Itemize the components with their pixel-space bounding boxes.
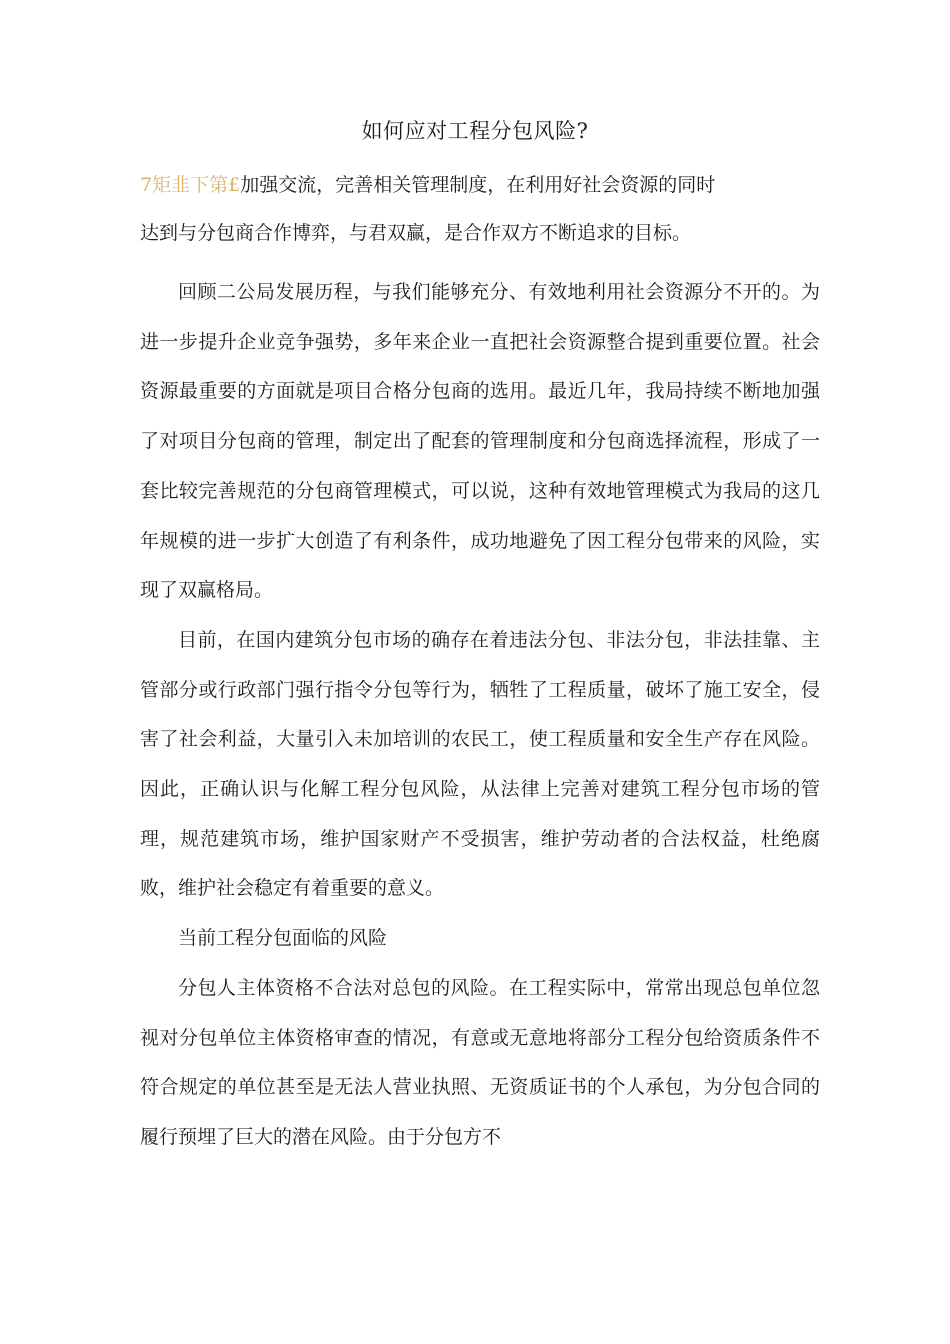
document-body	[140, 268, 820, 1163]
intro-text-1: 加强交流，完善相关管理制度，在利用好社会资源的同时	[240, 174, 716, 196]
paragraph-history: 回顾二公局发展历程，与我们能够充分、有效地利用社会资源分不开的。为进一步提升企业竞争强势，多年来企业一直把社会资源整合提到重要位置。社会资源最重要的方面就是项目合格分包商的选用。最近几年，我局持续不断地加强了对项目分包商的管理，制定出了配套的管理制度和分包商选择流程，形成了一套比较完善规范的分包商管理模式，可以说，这种有效地管理模式为我局的这几年规模的进一步扩大创造了有利条件，成功地避免了因工程分包带来的风险，实现了双赢格局。	[140, 281, 820, 602]
paragraph-risk: 分包人主体资格不合法对总包的风险。在工程实际中，常常出现总包单位忽视对分包单位主体资格审查的情况，有意或无意地将部分工程分包给资质条件不符合规定的单位甚至是无法人营业执照、无资质证书的个人承包，为分包合同的履行预埋了巨大的潜在风险。由于分包方不	[140, 976, 820, 1148]
paragraph-market: 目前，在国内建筑分包市场的确存在着违法分包、非法分包，非法挂靠、主管部分或行政部门强行指令分包等行为，牺牲了工程质量，破坏了施工安全，侵害了社会利益，大量引入未加培训的农民工，使工程质量和安全生产存在风险。因此，正确认识与化解工程分包风险，从法律上完善对建筑工程分包市场的管理，规范建筑市场，维护国家财产不受损害，维护劳动者的合法权益，杜绝腐败，维护社会稳定有着重要的意义。	[140, 628, 820, 900]
stamp-text: 7矩韭下第£	[140, 174, 241, 196]
intro-line-1	[140, 170, 830, 200]
intro-line-2: 达到与分包商合作博弈，与君双赢，是合作双方不断追求的目标。	[140, 222, 692, 244]
page-title: 如何应对工程分包风险?	[361, 119, 589, 143]
section-heading: 当前工程分包面临的风险	[178, 927, 388, 950]
